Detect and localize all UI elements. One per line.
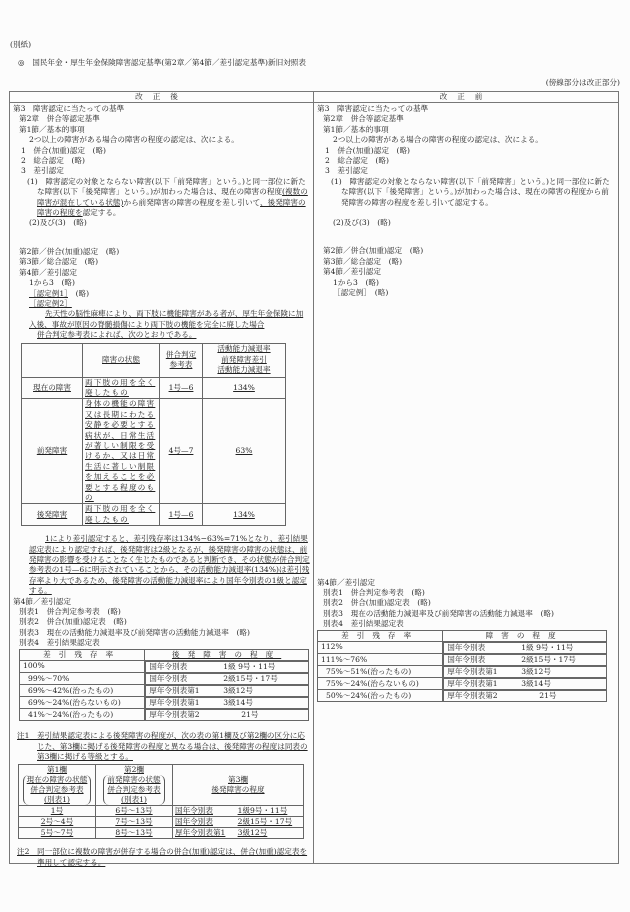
- example-1: ［認定例1］ (略): [29, 288, 90, 298]
- example-table: 障害の状態 併合判定 参考表 活動能力減退率 前発障害差引 活動能力減退率 現在の障害 両下肢の用を全く廃したもの 1号—6 134% 前発障害 身体の機能の障害又は長期にわたる安静を必要とする病状が、日常生活が著しい制限を受けるか、又は日常生活に著しい制限を加えることを必要とする程度のもの 4号—7 63% 後発障害 両下肢の用を全く廃したもの 1号—6 134%: [21, 343, 286, 527]
- example: ［認定例］ (略): [333, 288, 389, 298]
- sec2-heading: 第2節／併合(加重)認定 (略): [323, 246, 424, 256]
- appendix-2: 別表2 併合(加重)認定表 (略): [323, 598, 431, 608]
- sec4b-heading: 第4節／差引認定: [317, 577, 375, 587]
- note-table: 第1欄 現在の障害の状態 併合判定参考表 (別表1) 第2欄 前発障害の状態 併合判定参考表 (別表1) 第3欄 後発障害の程度 1号 6号～13号 国年令別表 1級9号・11号 2号～4号 7号～13号 国年令別表 2級15号・17号 5号～7号 8号～13号 厚年令別表第1 3級12号: [18, 764, 304, 839]
- item-2: 2 総合認定 (略): [21, 156, 85, 166]
- appendix-1: 別表1 併合判定参考表 (略): [19, 607, 121, 617]
- appendix-3: 別表3 現在の活動能力減退率及び前発障害の活動能力減退率 (略): [19, 627, 250, 637]
- item-3: 3 差引認定: [325, 166, 368, 176]
- item-3-2: (2)及び(3) (略): [333, 218, 391, 228]
- item-3: 3 差引認定: [21, 166, 64, 176]
- subsection-heading: 第1節／基本的事項: [19, 124, 85, 134]
- example-2-text2: 併合判定参考表によれば、次のとおりである。: [37, 330, 197, 340]
- example-2-text: 先天性の脳性麻痺により、両下肢に機能障害がある者が、厚生年金保険に加入後、事故が原因の脊髄損傷により両下肢の機能を完全に廃した場合: [29, 309, 304, 329]
- sec4-items: 1から3 (略): [333, 277, 379, 287]
- after-column-header: 改正後: [10, 92, 313, 103]
- sec3-heading: 第3節／総合認定 (略): [323, 256, 403, 266]
- comparison-table: [9, 91, 619, 867]
- note-2: 注2 同一部位に複数の障害が併存する場合の併合(加重)認定は、併合(加重)認定表を準用して認定する。: [17, 847, 308, 867]
- attachment-label: (別紙): [10, 40, 32, 49]
- chapter-heading: 第2章 併合等認定基準: [19, 114, 100, 124]
- appendix-4: 別表4 差引結果認定表: [19, 638, 100, 648]
- appendix-1: 別表1 併合判定参考表 (略): [323, 587, 425, 597]
- after-column: [10, 92, 314, 867]
- sec4b-heading: 第4節／差引認定: [13, 596, 71, 606]
- example-2-label: ［認定例2］: [29, 298, 72, 308]
- sec4-heading: 第4節／差引認定: [19, 267, 77, 277]
- appendix-3: 別表3 現在の活動能力減退率及び前発障害の活動能力減退率 (略): [323, 608, 554, 618]
- before-column-header: 改正前: [314, 92, 618, 103]
- intro-text: 2つ以上の障害がある場合の障害の程度の認定は、次による。: [29, 135, 239, 145]
- document-title: ◎ 国民年金・厚生年金保険障害認定基準(第2章／第4節／差引認定基準)新旧対照表: [18, 58, 306, 67]
- note-1: 注1 差引結果認定表による後発障害の程度が、次の表の第1欄及び第2欄の区分に応じた、第3欄に掲げる後発障害の程度と異なる場合は、後発障害の程度は同表の第3欄に掲げる等級とする。: [17, 731, 308, 761]
- underline-note: (傍線部分は改正部分): [545, 78, 620, 87]
- item-3-2: (2)及び(3) (略): [29, 218, 87, 228]
- sec4-heading: 第4節／差引認定: [323, 267, 381, 277]
- result-table-after: 差引残存率 後発障害の程度 100% 国年令別表 1級 9号・11号 99%～70% 国年令別表 2級15号・17号 69%～42%(治ったもの) 厚年令別表第1 3級12号 69%～24%(治らないもの) 厚年令別表第1 3級14号 41%～24%(治ったもの) 厚年令別表第2 21号: [19, 649, 309, 722]
- item-3-1: (1) 障害認定の対象とならない障害(以下「前発障害」という。)と同一部位に新たな障害(以下「後発障害」という。)が加わった場合は、現在の障害の程度(複数の障害が混在している状態)から前発障害の障害の程度を差し引いて、後発障害の障害の程度を認定する。: [27, 176, 308, 218]
- intro-text: 2つ以上の障害がある場合の障害の程度の認定は、次による。: [333, 135, 543, 145]
- result-table-before: 差引残存率 障害の程度 112% 国年令別表 1級 9号・11号 111%～76% 国年令別表 2級15号・17号 75%～51%(治ったもの) 厚年令別表第1 3級12号 75%～24%(治らないもの) 厚年令別表第1 3級14号 50%～24%(治ったもの) 厚年令別表第2 21号: [317, 630, 607, 703]
- sec4-items: 1から3 (略): [29, 278, 75, 288]
- sec2-heading: 第2節／併合(加重)認定 (略): [19, 246, 120, 256]
- sec3-heading: 第3節／総合認定 (略): [19, 257, 99, 267]
- section-heading: 第3 障害認定に当たっての基準: [13, 104, 125, 113]
- item-1: 1 併合(加重)認定 (略): [21, 145, 107, 155]
- subsection-heading: 第1節／基本的事項: [323, 124, 389, 134]
- chapter-heading: 第2章 併合等認定基準: [323, 114, 404, 124]
- appendix-4: 別表4 差引結果認定表: [323, 619, 404, 629]
- item-2: 2 総合認定 (略): [325, 156, 389, 166]
- item-3-1: (1) 障害認定の対象とならない障害(以下「前発障害」という。)と同一部位に新たな障害(以下「後発障害」という。)が加わった場合は、現在の障害の程度から前発障害の障害の程度を差し引いて認定する。: [331, 176, 610, 207]
- section-heading: 第3 障害認定に当たっての基準: [317, 104, 429, 113]
- before-column: [314, 92, 618, 863]
- conclusion-text: 1により差引認定すると、差引残存率は134%−63%=71%となり、差引結果認定表により認定すれば、後発障害は2級となるが、後発障害の障害の状態は、前発障害の影響を受けることなく生じたものであると判断でき、その状態が併合判定参考表の1号—6に明示されていることから、その活動能力減退率(134%)は差引残存率より大であるため、後発障害の活動能力減退率により国年令別表の1級と認定する。: [29, 534, 310, 596]
- appendix-2: 別表2 併合(加重)認定表 (略): [19, 617, 127, 627]
- item-1: 1 併合(加重)認定 (略): [325, 145, 411, 155]
